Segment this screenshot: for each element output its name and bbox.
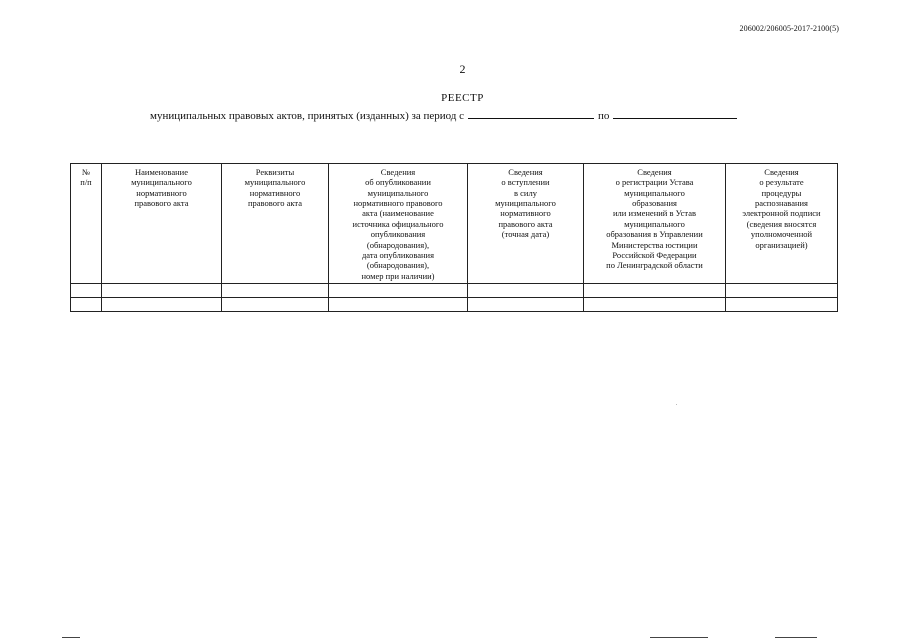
table-cell[interactable] (71, 283, 102, 297)
scan-speck (676, 404, 677, 405)
table-row (71, 297, 838, 311)
table-cell[interactable] (329, 283, 468, 297)
page-number: 2 (459, 62, 466, 76)
document-id: 206002/206005-2017-2100(5) (739, 24, 839, 33)
col-header-act-name: Наименование муниципального нормативного правового акта (102, 164, 222, 284)
scan-edge-mark (650, 637, 708, 638)
table-cell[interactable] (102, 297, 222, 311)
table-cell[interactable] (584, 283, 726, 297)
subtitle-to-label: по (598, 110, 610, 122)
table-header-row (71, 164, 838, 284)
col-header-publication: Сведения об опубликовании муниципального нормативного правового акта (наименование источника официального опубликования (обнародования), дата опубликования (обнародования), номер при наличии) (329, 164, 468, 284)
col-header-entry-into-force: Сведения о вступлении в силу муниципального нормативного правового акта (точная дата) (468, 164, 584, 284)
col-header-number: № п/п (71, 164, 102, 284)
table-cell[interactable] (468, 297, 584, 311)
table-cell[interactable] (468, 283, 584, 297)
table-cell[interactable] (329, 297, 468, 311)
subtitle-text: муниципальных правовых актов, принятых (изданных) за период с (150, 110, 465, 122)
registry-table (70, 163, 838, 312)
document-subtitle (150, 108, 850, 122)
table-row (71, 283, 838, 297)
table-cell[interactable] (726, 297, 838, 311)
period-from-field[interactable] (468, 108, 594, 119)
table-cell[interactable] (222, 283, 329, 297)
table-cell[interactable] (102, 283, 222, 297)
scan-edge-mark (62, 637, 80, 638)
col-header-signature-check: Сведения о результате процедуры распознавания электронной подписи (сведения вносятся уполномоченной организацией) (726, 164, 838, 284)
period-to-field[interactable] (613, 108, 737, 119)
table-cell[interactable] (726, 283, 838, 297)
table-cell[interactable] (71, 297, 102, 311)
document-title: РЕЕСТР (441, 92, 484, 104)
table-cell[interactable] (222, 297, 329, 311)
col-header-charter-registration: Сведения о регистрации Устава муниципального образования или изменений в Устав муниципального образования в Управлении Министерства юстиции Российской Федерации по Ленинградской области (584, 164, 726, 284)
col-header-act-details: Реквизиты муниципального нормативного правового акта (222, 164, 329, 284)
table-cell[interactable] (584, 297, 726, 311)
scan-edge-mark (775, 637, 817, 638)
